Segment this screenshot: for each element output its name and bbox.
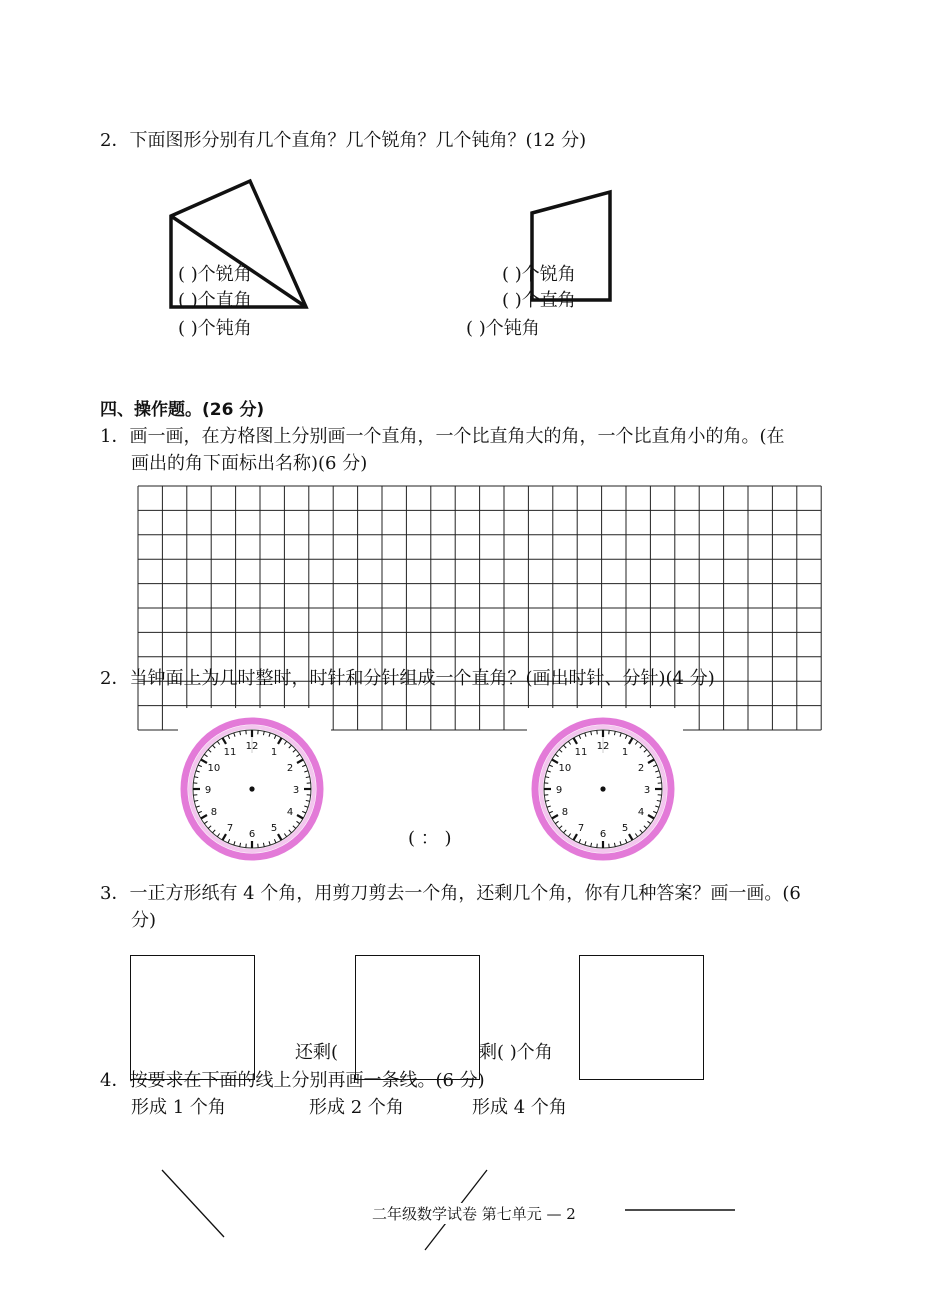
shape1-acute-label: ( )个锐角 [178, 264, 252, 285]
time-blank: ( ： ) [408, 828, 452, 849]
clock-number: 6 [599, 829, 607, 840]
operation-3-line-1: 3．一正方形纸有 4 个角，用剪刀剪去一个角，还剩几个角，你有几种答案？画一画。(6 [100, 883, 801, 904]
operation-1-line-1: 1．画一画，在方格图上分别画一个直角，一个比直角大的角，一个比直角小的角。(在 [100, 426, 785, 447]
shape2-obtuse-label: ( )个钝角 [466, 318, 540, 339]
shape2-right-label: ( )个直角 [502, 290, 576, 311]
op4-label-1: 形成 1 个角 [131, 1097, 226, 1118]
operation-2-title: 2．当钟面上为几时整时，时针和分针组成一个直角？(画出时针、分针)(4 分) [100, 668, 715, 689]
clock-number: 1 [270, 746, 278, 758]
page-footer: 二年级数学试卷 第七单元 — 2 [368, 1203, 580, 1224]
clock-number: 1 [621, 746, 629, 758]
clock-number: 3 [292, 785, 300, 796]
clock-number: 12 [596, 741, 610, 752]
op4-label-3: 形成 4 个角 [472, 1097, 567, 1118]
op4-label-2: 形成 2 个角 [309, 1097, 404, 1118]
operation-4-title: 4．按要求在下面的线上分别再画一条线。(6 分) [100, 1070, 485, 1091]
clock-number: 9 [555, 785, 563, 796]
clock-number: 11 [223, 746, 237, 758]
section-4-title: 四、操作题。(26 分) [100, 400, 265, 420]
clock-number: 11 [574, 746, 588, 758]
clock-number: 2 [286, 763, 294, 774]
clock-number: 8 [561, 807, 569, 818]
diagonal-line-down [162, 1170, 224, 1237]
clock-number: 2 [637, 763, 645, 774]
clock-number: 7 [226, 823, 234, 835]
clock-number: 7 [577, 823, 585, 835]
clock-number: 4 [637, 807, 645, 818]
clock-number: 3 [643, 785, 651, 796]
shape1-obtuse-label: ( )个钝角 [178, 318, 252, 339]
operation-3-line-2: 分) [131, 910, 157, 931]
clock-number: 5 [270, 823, 278, 835]
clock-number: 6 [248, 829, 256, 840]
clock-number: 12 [245, 741, 259, 752]
operation-1-line-2: 画出的角下面标出名称)(6 分) [131, 453, 368, 474]
clock-number: 5 [621, 823, 629, 835]
remain-label-middle: 还剩( [295, 1042, 339, 1063]
clock-number: 8 [210, 807, 218, 818]
shape2-acute-label: ( )个锐角 [502, 264, 576, 285]
clock-number: 9 [204, 785, 212, 796]
remain-label-right: 剩( )个角 [479, 1042, 553, 1063]
clock-number: 4 [286, 807, 294, 818]
question-2-title: 2．下面图形分别有几个直角？几个锐角？几个钝角？(12 分) [100, 130, 587, 151]
clock-number: 10 [558, 763, 572, 774]
shape1-right-label: ( )个直角 [178, 290, 252, 311]
clock-number: 10 [207, 763, 221, 774]
